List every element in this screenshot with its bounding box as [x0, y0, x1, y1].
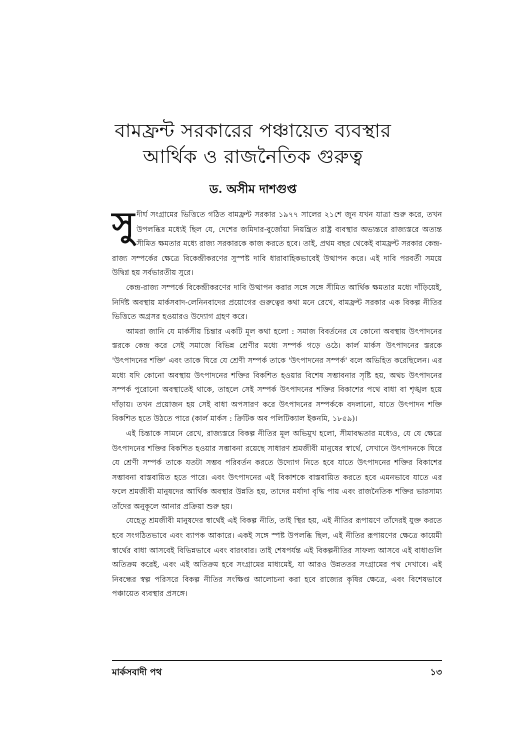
- paragraph-text: দীর্ঘ সংগ্রামের ভিত্তিতে গঠিত বামফ্রন্ট সরকার ১৯৭৭ সালের ২১শে জুন যখন যাত্রা শুরু করে, তখন উপলব্ধির মধ্যেই ছিল যে, দেশের জমিদার-বুর্জোয়া নিয়ন্ত্রিত রাষ্ট্র ব্যবস্থার অভ্যন্তরে রাজ্যস্তরে অত্যন্ত সীমিত ক্ষমতার মধ্যে রাজ্য সরকারকে কাজ করতে হবে। তাই, প্রথম বছর থেকেই বামফ্রন্ট সরকার কেন্দ্র-রাজ্য সম্পর্কের ক্ষেত্রে বিকেন্দ্রীকরণের সুস্পষ্ট দাবি ধারাবাহিকভাবেই উত্থাপন করে। এই দাবি পরবর্তী সময়ে উদ্বিগ্ন হয় সর্বভারতীয় সুরে।: [112, 210, 442, 278]
- paragraph: এই চিন্তাকে সামনে রেখে, রাজ্যস্তরে বিকল্প নীতির মূল অভিমুখ হলো, সীমাবদ্ধতার মধ্যেও, যে যে ক্ষেত্রে উৎপাদনের শক্তির বিকশিত হওয়ার সম্ভাবনা রয়েছে সাধারণ শ্রমজীবী মানুষের স্বার্থে, সেখানে উৎপাদনকে ঘিরে যে শ্রেণী সম্পর্ক তাকে যতটা সম্ভব পরিবর্তন করতে উদ্যোগ নিতে হবে যাতে উৎপাদনের শক্তির বিকাশের সম্ভাবনা বাস্তবায়িত হতে পারে। এবং উৎপাদনের এই বিকাশকে বাস্তবায়িত করতে হবে এমনভাবে যাতে এর ফলে শ্রমজীবী মানুষদের আর্থিক অবস্থার উন্নতি হয়, তাদের মর্যাদা বৃদ্ধি পায় এবং রাজনৈতিক শক্তির ভারসাম্য তাঁদের অনুকূলে আনার প্রক্রিয়া শুরু হয়।: [112, 428, 442, 511]
- page-number: ১৩: [430, 668, 442, 678]
- title-line-1: বামফ্রন্ট সরকারের পঞ্চায়েত ব্যবস্থার: [114, 120, 392, 142]
- author-name: ড. অসীম দাশগুপ্ত: [209, 182, 297, 196]
- paragraph: কেন্দ্র-রাজ্য সম্পর্কে বিকেন্দ্রীকরণের দাবি উত্থাপন করার সঙ্গে সঙ্গে সীমিত আর্থিক ক্ষমতার মধ্যে দাঁড়িয়েই, নির্দিষ্ট অবস্থায় মার্কসবাদ-লেনিনবাদের প্রয়োগের গুরুত্বের কথা মনে রেখে, বামফ্রন্ট সরকার এক বিকল্প নীতির ভিত্তিতে অগ্রসর হওয়ারও উদ্যোগ গ্রহণ করে।: [112, 282, 442, 322]
- footer-divider: [112, 660, 442, 661]
- paragraph: যেহেতু শ্রমজীবী মানুষদের স্বার্থেই এই বিকল্প নীতি, তাই স্থির হয়, এই নীতির রূপায়ণে তাঁদেরই যুক্ত করতে হবে সংগঠিতভাবে এবং ব্যাপক আকারে। একই সঙ্গে স্পষ্ট উপলব্ধি ছিল, এই নীতির রূপায়ণের ক্ষেত্রে কায়েমী স্বার্থের বাধা আসবেই বিভিন্নভাবে এবং বারংবার। তাই শেষপর্যন্ত এই বিকল্পনীতির সাফল্য আসবে এই বাধাগুলি অতিক্রম করেই, এবং এই অতিক্রম হবে সংগ্রামের মাধ্যমেই, যা আরও উন্নততর সংগ্রামের পথ দেখাবে। এই নিবন্ধের স্বল্প পরিসরে বিকল্প নীতির সংক্ষিপ্ত আলোচনা করা হবে রাজ্যের কৃষির ক্ষেত্রে, এবং বিশেষভাবে পঞ্চায়েত ব্যবস্থার প্রসঙ্গে।: [112, 516, 442, 599]
- drop-cap: সু: [112, 205, 135, 245]
- paragraph: [112, 205, 442, 281]
- title-line-2: আর্থিক ও রাজনৈতিক গুরুত্ব: [142, 146, 363, 168]
- publication-name: মার্কসবাদী পথ: [112, 668, 162, 678]
- article-title: [0, 118, 506, 170]
- paragraph: আমরা জানি যে মার্কসীয় চিন্তার একটি মূল কথা হলো : সমাজ বিবর্তনের যে কোনো অবস্থায় উৎপাদনের স্তরকে কেন্দ্র করে সেই সমাজে বিভিন্ন শ্রেণীর মধ্যে সম্পর্ক গড়ে ওঠে। কার্ল মার্কস উৎপাদনের স্তরকে 'উৎপাদনের শক্তি' এবং তাকে ঘিরে যে শ্রেণী সম্পর্ক তাকে 'উৎপাদনের সম্পর্ক' বলে অভিহিত করেছিলেন। এর মধ্যে যদি কোনো অবস্থায় উৎপাদনের শক্তির বিকশিত হওয়ার বিশেষ সম্ভাবনার সৃষ্টি হয়, অথচ উৎপাদনের সম্পর্ক পুরোনো অবস্থাতেই থাকে, তাহলে সেই সম্পর্ক উৎপাদনের শক্তির বিকাশের পথে বাধা বা শৃঙ্খল হয়ে দাঁড়ায়। তখন প্রয়োজন হয় সেই বাধা অপসারণ করে উৎপাদনের সম্পর্ককে বদলানো, যাতে উৎপাদন শক্তি বিকশিত হতে উঠতে পারে (কার্ল মার্কস : ক্রিটিক অব পলিটিক্যাল ইকনমি, ১৮৫৯)।: [112, 326, 442, 424]
- article-body: [112, 205, 442, 602]
